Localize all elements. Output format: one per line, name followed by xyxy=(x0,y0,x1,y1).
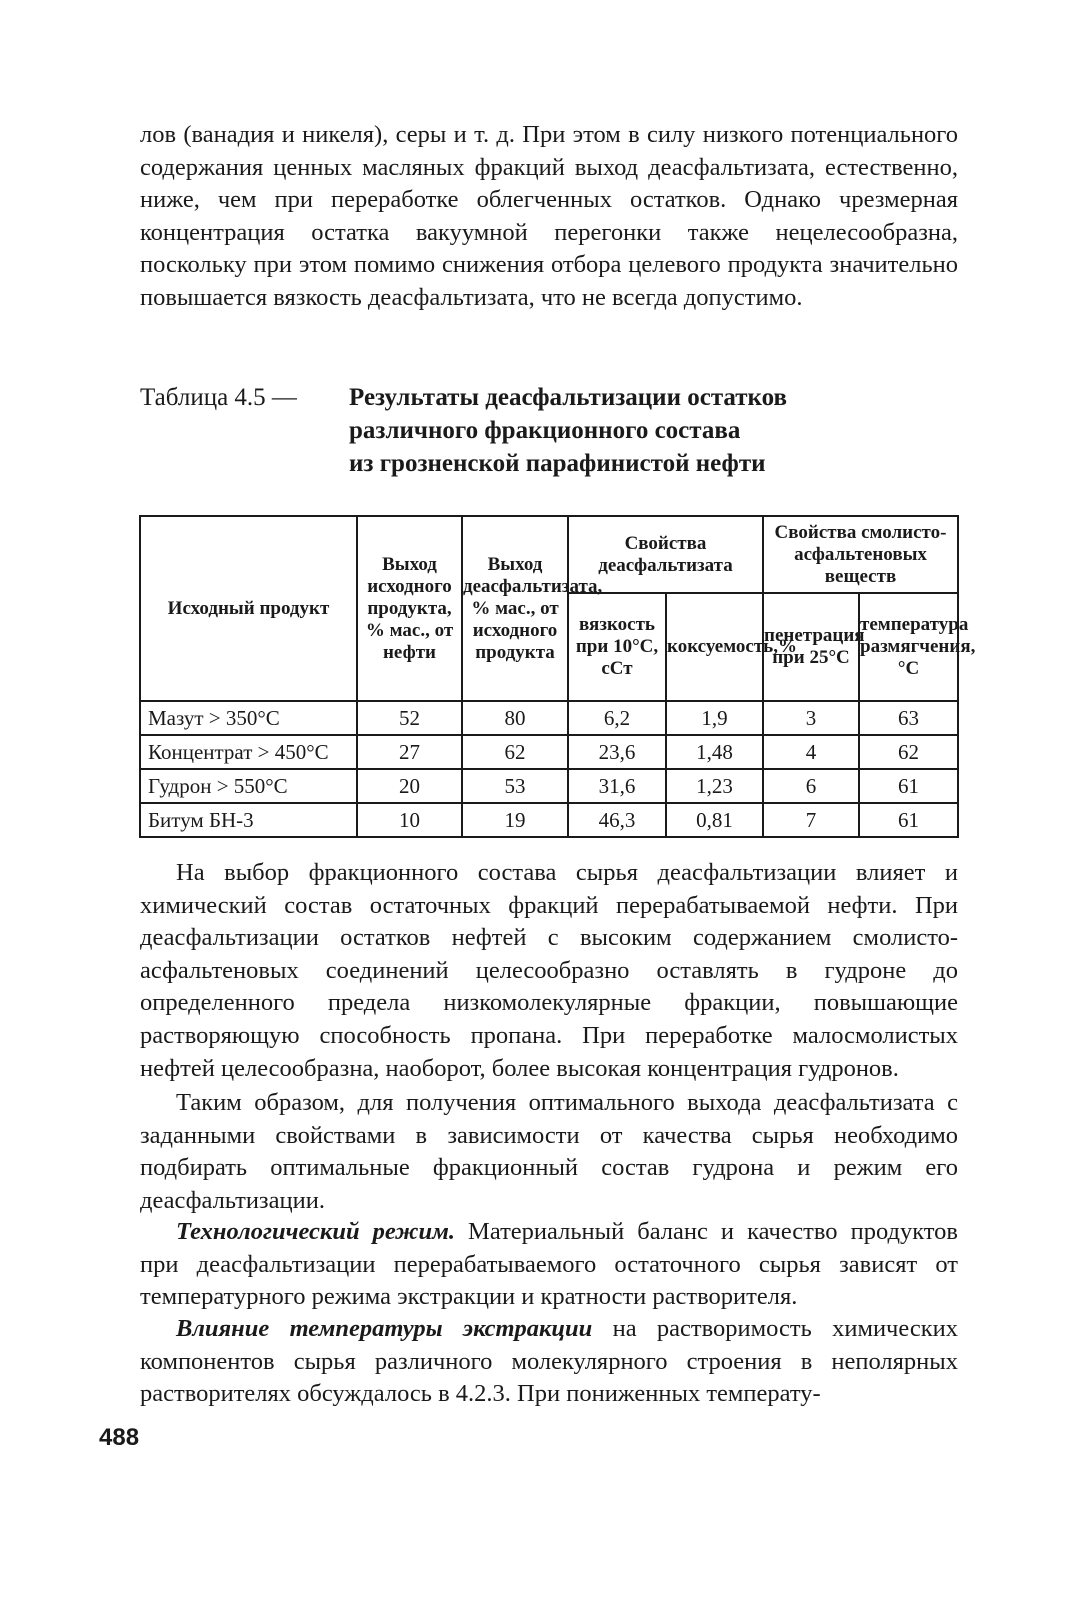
paragraph-summary xyxy=(140,1087,958,1217)
cell-yield-deasphaltizate: 62 xyxy=(462,735,568,769)
paragraph-fraction-choice xyxy=(140,857,958,1085)
cell-penetration: 6 xyxy=(763,769,859,803)
cell-softening: 62 xyxy=(859,735,958,769)
cell-softening: 61 xyxy=(859,769,958,803)
header-penetration: пенетрация при 25°С xyxy=(763,593,859,701)
cell-yield-source: 10 xyxy=(357,803,462,837)
header-product: Исходный продукт xyxy=(140,516,357,701)
cell-yield-deasphaltizate: 19 xyxy=(462,803,568,837)
cell-yield-source: 27 xyxy=(357,735,462,769)
cell-viscosity: 31,6 xyxy=(568,769,666,803)
header-viscosity: вязкость при 10°С, сСт xyxy=(568,593,666,701)
cell-coking: 1,48 xyxy=(666,735,763,769)
header-yield-source: Выход исходного продукта, % мас., от нефти xyxy=(357,516,462,701)
cell-coking: 1,9 xyxy=(666,701,763,735)
table-title-line: различного фракционного состава xyxy=(349,417,741,444)
cell-softening: 61 xyxy=(859,803,958,837)
results-table xyxy=(139,515,976,838)
cell-product: Мазут > 350°С xyxy=(140,701,357,735)
paragraph-text: Таким образом, для получения оптимального выхода деасфальтизата с заданными свойствами в зависимости от качества сырья необходимо подбирать оптимальные фракционный состав гудрона и режим его деасфальтизации. xyxy=(140,1089,958,1214)
paragraph-text: На выбор фракционного состава сырья деасфальтизации влияет и химический состав остаточных фракций перерабатываемой нефти. При деасфальтизации остатков нефтей с высоким содержанием смолисто-асфальтеновых соединений целесообразно оставлять в гудроне до определенного предела низкомолекулярные фракции, повышающие растворяющую способность пропана. При переработке малосмолистых нефтей целесообразна, наоборот, более высокая концентрация гудронов. xyxy=(140,859,958,1082)
table-title-line: Результаты деасфальтизации остатков xyxy=(349,384,788,411)
cell-coking: 0,81 xyxy=(666,803,763,837)
cell-product: Битум БН-3 xyxy=(140,803,357,837)
cell-viscosity: 6,2 xyxy=(568,701,666,735)
table-row xyxy=(140,701,958,735)
cell-penetration: 7 xyxy=(763,803,859,837)
cell-viscosity: 23,6 xyxy=(568,735,666,769)
cell-softening: 63 xyxy=(859,701,958,735)
section-heading: Влияние температуры экстракции xyxy=(176,1315,593,1342)
paragraph-text: на растворимость химических компонентов сырья различного молекулярного строения в неполярных растворителях обсуждалось в 4.2.3. При пониженных температу- xyxy=(140,1315,959,1408)
cell-yield-source: 20 xyxy=(357,769,462,803)
header-group-resins: Свойства смолисто-асфальтеновых веществ xyxy=(763,516,958,593)
table-title-line: из грозненской парафинистой нефти xyxy=(349,450,766,477)
table-row xyxy=(140,769,958,803)
header-group-deasphaltizate: Свойства деасфальтизата xyxy=(568,516,763,593)
page-number: 488 xyxy=(99,1424,140,1451)
cell-product: Концентрат > 450°С xyxy=(140,735,357,769)
table-row xyxy=(140,735,958,769)
table-row xyxy=(140,803,958,837)
cell-yield-deasphaltizate: 53 xyxy=(462,769,568,803)
paragraph-text: Материальный баланс и качество продуктов при деасфальтизации перерабатываемого остаточного сырья зависят от температурного режима экстракции и кратности растворителя. xyxy=(140,1218,958,1311)
cell-penetration: 4 xyxy=(763,735,859,769)
table-caption-title xyxy=(349,381,909,480)
cell-product: Гудрон > 550°С xyxy=(140,769,357,803)
paragraph-extraction-temperature xyxy=(140,1313,958,1411)
section-heading: Технологический режим. xyxy=(176,1218,455,1245)
cell-yield-deasphaltizate: 80 xyxy=(462,701,568,735)
paragraph-technological-mode xyxy=(140,1216,958,1314)
cell-yield-source: 52 xyxy=(357,701,462,735)
header-yield-deasphaltizate: Выход деасфальтизата, % мас., от исходного продукта xyxy=(462,516,568,701)
header-softening: температура размягчения, °С xyxy=(859,593,958,701)
cell-penetration: 3 xyxy=(763,701,859,735)
paragraph-intro: лов (ванадия и никеля), серы и т. д. При этом в силу низкого потенциального содержания ценных масляных фракций выход деасфальтизата, естественно, ниже, чем при переработке облегченных остатков. Однако чрезмерная концентрация остатка вакуумной перегонки также нецелесообразна, поскольку при этом помимо снижения отбора целевого продукта значительно повышается вязкость деасфальтизата, что не всегда допустимо. xyxy=(140,121,958,311)
table-caption-label: Таблица 4.5 — xyxy=(140,384,297,411)
cell-viscosity: 46,3 xyxy=(568,803,666,837)
cell-coking: 1,23 xyxy=(666,769,763,803)
header-coking: коксуемость,% xyxy=(666,593,763,701)
